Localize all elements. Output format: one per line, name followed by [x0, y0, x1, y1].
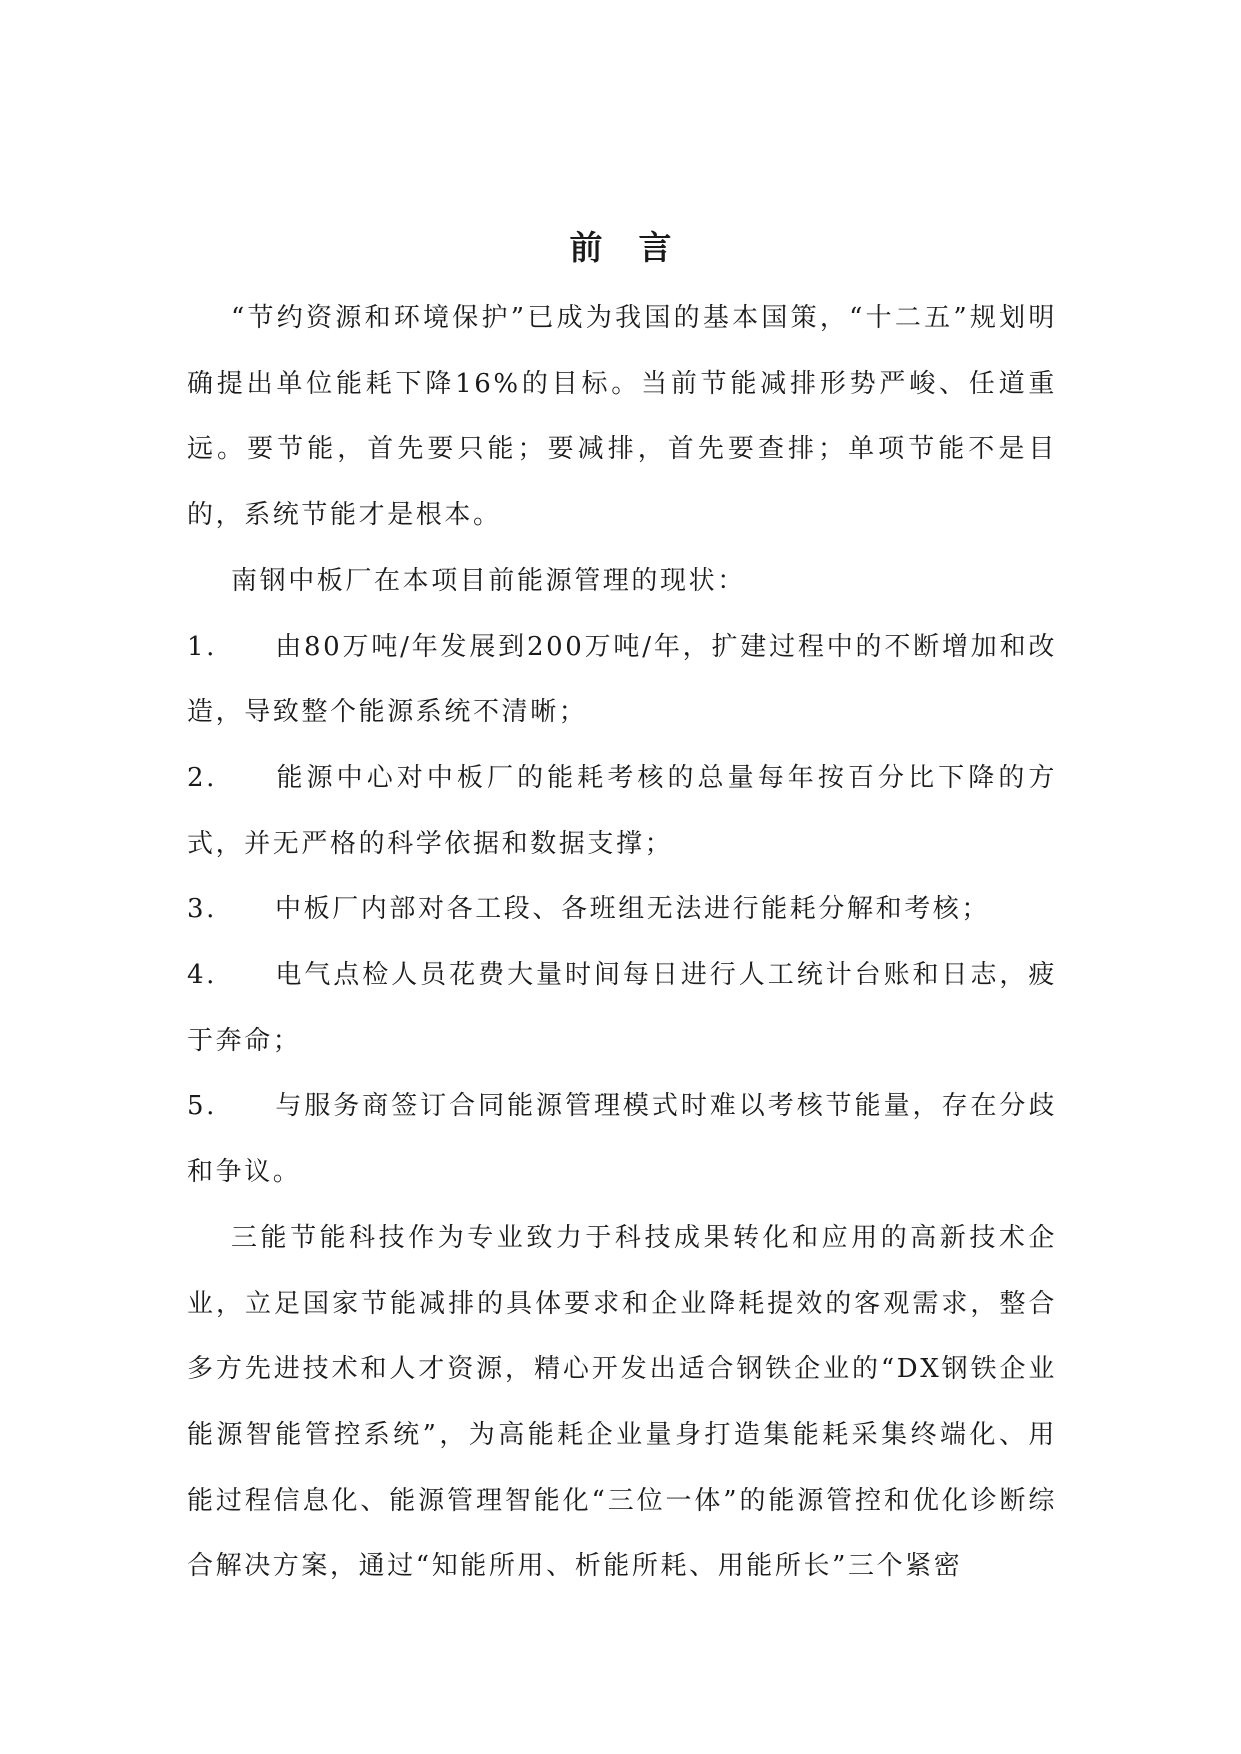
- list-item-number: 5.: [187, 1091, 218, 1122]
- list-item: [187, 877, 1057, 943]
- paragraph-status-heading: 南钢中板厂在本项目前能源管理的现状：: [231, 565, 746, 596]
- paragraph-company: 三能节能科技作为专业致力于科技成果转化和应用的高新技术企业，立足国家节能减排的具体要求和企业降耗提效的客观需求，整合多方先进技术和人才资源，精心开发出适合钢铁企业的“DX钢铁企业能源智能管控系统”，为高能耗企业量身打造集能耗采集终端化、用能过程信息化、能源管理智能化“三位一体”的能源管控和优化诊断综合解决方案，通过“知能所用、析能所耗、用能所长”三个紧密: [187, 1222, 1057, 1582]
- list-item-number: 1.: [187, 631, 218, 662]
- list-item-text: 中板厂内部对各工段、各班组无法进行能耗分解和考核；: [275, 894, 991, 925]
- list-item: [187, 746, 1057, 877]
- list-item-number: 4.: [187, 960, 218, 991]
- list-item-number: 2.: [187, 762, 218, 793]
- list-item: [187, 1074, 1057, 1205]
- list-item-text: 与服务商签订合同能源管理模式时难以考核节能量，存在分歧和争议。: [187, 1091, 1057, 1188]
- list-item-text: 由80万吨/年发展到200万吨/年，扩建过程中的不断增加和改造，导致整个能源系统不清晰；: [187, 631, 1057, 728]
- list-item-text: 电气点检人员花费大量时间每日进行人工统计台账和日志，疲于奔命；: [187, 960, 1057, 1056]
- list-item-text: 能源中心对中板厂的能耗考核的总量每年按百分比下降的方式，并无严格的科学依据和数据支撑；: [187, 762, 1057, 859]
- list-item-number: 3.: [187, 894, 218, 925]
- list-item: [187, 615, 1057, 746]
- document-body: [187, 286, 1057, 1600]
- paragraph-intro: “节约资源和环境保护”已成为我国的基本国策，“十二五”规划明确提出单位能耗下降16%的目标。当前节能减排形势严峻、任道重远。要节能，首先要只能；要减排，首先要查排；单项节能不是目的，系统节能才是根本。: [187, 303, 1057, 531]
- page-title: 前言: [569, 228, 708, 267]
- list-item: [187, 943, 1057, 1074]
